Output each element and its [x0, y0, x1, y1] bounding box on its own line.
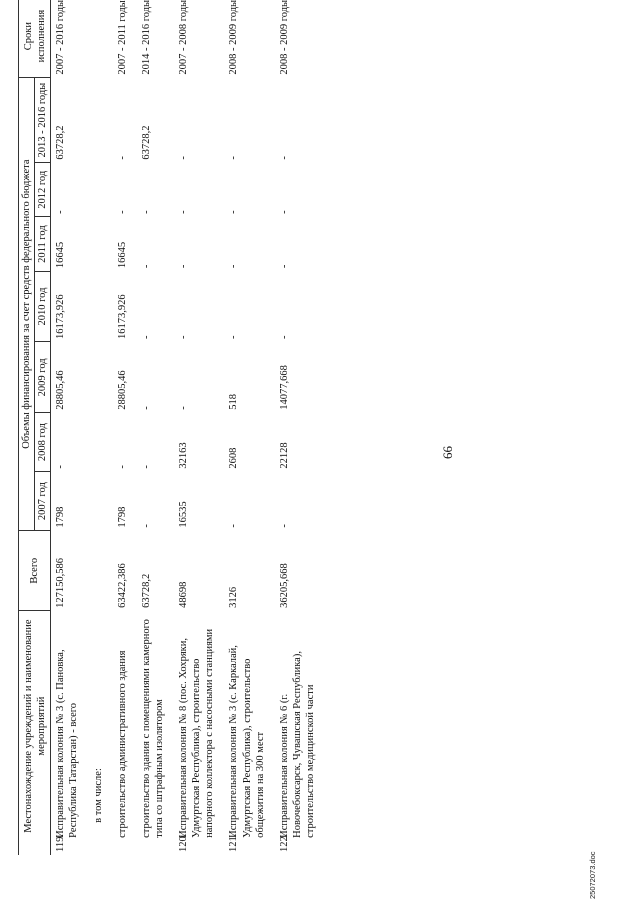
header-2009: 2009 год: [35, 342, 51, 413]
row-name: Исправительная колония № 8 (пос. Хохряки, Удмуртская Республика), строительство напорного коллектора с насосными станциями: [178, 628, 216, 838]
row-2013-2016: [89, 78, 113, 163]
header-2013-2016: 2013 - 2016 годы: [35, 78, 51, 163]
row-total: 63728,2: [140, 573, 152, 608]
row-2012: -: [116, 210, 128, 214]
row-name: в том числе:: [92, 768, 104, 823]
row-2011: -: [228, 264, 240, 269]
row-2012: [89, 163, 113, 217]
row-2009: -: [140, 406, 152, 410]
row-2009: 14077,668: [278, 365, 290, 410]
header-funding: Объемы финансирования за счет средств федерального бюджета: [19, 78, 35, 531]
row-total: 127150,586: [55, 557, 67, 608]
header-2011: 2011 год: [35, 217, 51, 271]
row-term: 2007 - 2008 годы: [178, 0, 189, 75]
row-name: строительство административного здания: [116, 650, 128, 838]
row-2007: -: [278, 524, 290, 528]
row-2010: -: [140, 335, 152, 339]
row-name: Исправительная колония № 3 (с. Каркалай, Удмуртская Республика), строительство общежития на 300 мест: [228, 645, 266, 838]
row-name: Исправительная колония № 6 (г. Новочебоксарск, Чувашская Республика), строительство медицинской части: [278, 651, 316, 838]
row-2010: -: [228, 335, 240, 339]
row-2008: -: [116, 465, 128, 469]
row-2007: -: [140, 524, 152, 528]
header-deadline: Сроки исполнения: [19, 0, 51, 78]
row-2010: 16173,926: [55, 294, 67, 339]
funding-table: [18, 0, 325, 855]
table-row: [174, 0, 224, 855]
row-2012: -: [228, 210, 240, 214]
row-2009: 518: [228, 393, 240, 410]
row-2007: 1798: [55, 506, 67, 528]
row-2009: 28805,46: [55, 370, 67, 410]
table-body: [51, 0, 325, 855]
header-2010: 2010 год: [35, 271, 51, 342]
table-row: [275, 0, 325, 855]
row-2009: -: [178, 406, 189, 410]
header-total: Всего: [19, 531, 51, 611]
header-number: [19, 841, 51, 855]
page-number: 66: [440, 446, 455, 459]
row-2007: 16535: [178, 501, 189, 528]
row-2008: 22128: [278, 442, 290, 469]
row-2011: -: [178, 264, 189, 269]
row-2013-2016: -: [278, 156, 290, 160]
header-2008: 2008 год: [35, 413, 51, 472]
row-total: 48698: [178, 581, 189, 608]
row-number: 119.: [55, 834, 67, 852]
header-location: Местонахождение учреждений и наименование мероприятий: [19, 611, 51, 841]
header-2012: 2012 год: [35, 163, 51, 217]
row-2011: 16645: [55, 241, 67, 269]
row-2007: -: [228, 524, 240, 528]
table-row: [89, 0, 113, 855]
table-row: [51, 0, 89, 855]
row-2013-2016: 63728,2: [55, 125, 67, 160]
row-total: 36205,668: [278, 563, 290, 608]
table-row: [137, 0, 174, 855]
row-2008: 2608: [228, 447, 240, 469]
row-number: [113, 841, 137, 855]
row-2008: -: [55, 465, 67, 469]
row-term: 2007 - 2011 годы: [116, 0, 128, 75]
row-term: 2007 - 2016 годы: [55, 0, 67, 75]
row-number: 121.: [228, 833, 240, 852]
row-2007: 1798: [116, 506, 128, 528]
row-2010: [89, 271, 113, 342]
row-number: 120.: [178, 833, 189, 852]
row-2013-2016: -: [116, 156, 128, 160]
row-number: [137, 841, 174, 855]
row-2009: 28805,46: [116, 370, 128, 410]
row-number: [89, 841, 113, 855]
row-2012: -: [140, 210, 152, 214]
row-2013-2016: -: [228, 156, 240, 160]
row-2008: 32163: [178, 442, 189, 469]
row-2010: -: [278, 335, 290, 339]
row-2012: -: [55, 210, 67, 214]
row-2007: [89, 472, 113, 531]
row-2010: 16173,926: [116, 294, 128, 339]
row-term: 2008 - 2009 годы: [278, 0, 290, 75]
row-number: 122.: [278, 833, 290, 852]
row-total: 3126: [228, 586, 240, 608]
row-2011: [89, 217, 113, 271]
row-term: 2008 - 2009 годы: [228, 0, 240, 75]
header-2007: 2007 год: [35, 472, 51, 531]
row-total: 63422,386: [116, 563, 128, 608]
table-header: [19, 0, 51, 855]
row-2013-2016: 63728,2: [140, 125, 152, 160]
row-total: [89, 531, 113, 611]
row-2010: -: [178, 335, 189, 339]
row-2009: [89, 342, 113, 413]
row-2011: -: [278, 264, 290, 269]
row-2008: -: [140, 465, 152, 469]
row-2011: -: [140, 264, 152, 269]
row-term: [89, 0, 113, 78]
table-row: [113, 0, 137, 855]
row-2008: [89, 413, 113, 472]
row-term: 2014 - 2016 годы: [140, 0, 152, 75]
table-row: [224, 0, 274, 855]
row-2012: -: [278, 210, 290, 214]
row-name: Исправительная колония № 3 (с. Пановка, Республика Татарстан) - всего: [55, 649, 80, 838]
row-2013-2016: -: [178, 156, 189, 160]
row-2011: 16645: [116, 241, 128, 269]
footer-code: 25072073.doc: [588, 851, 597, 899]
row-2012: -: [178, 210, 189, 214]
row-name: строительство здания с помещениями камерного типа со штрафным изолятором: [140, 619, 165, 838]
